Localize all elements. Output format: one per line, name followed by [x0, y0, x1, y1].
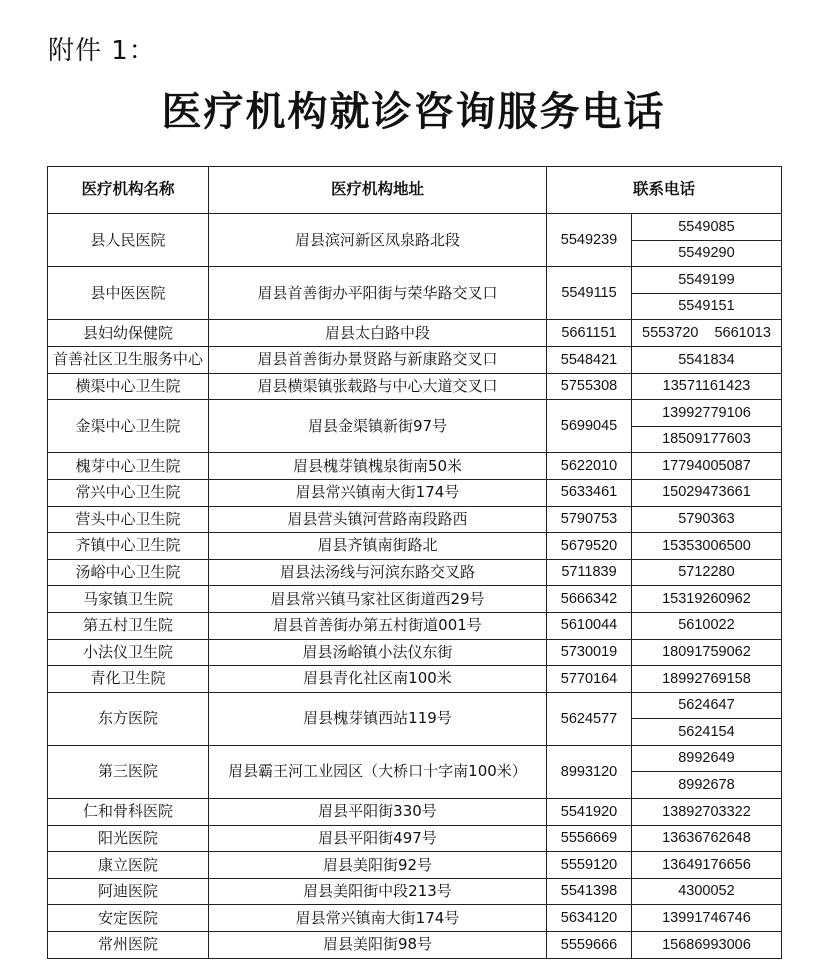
main-phone: 5541920	[547, 799, 632, 826]
main-phone: 5548421	[547, 346, 632, 373]
extra-phone: 5712280	[632, 559, 782, 586]
main-phone: 5549239	[547, 214, 632, 267]
extra-phone: 15686993006	[632, 932, 782, 959]
extra-phone: 15029473661	[632, 479, 782, 506]
institution-address: 眉县青化社区南100米	[209, 666, 547, 693]
extra-phone: 13571161423	[632, 373, 782, 400]
extra-phone: 5541834	[632, 346, 782, 373]
table-row	[48, 400, 782, 427]
institution-address: 眉县首善街办景贤路与新康路交叉口	[209, 346, 547, 373]
institution-address: 眉县营头镇河营路南段路西	[209, 506, 547, 533]
institution-address: 眉县槐芽镇槐泉街南50米	[209, 453, 547, 480]
header-address: 医疗机构地址	[209, 167, 547, 214]
main-phone: 5549115	[547, 267, 632, 320]
institution-address: 眉县霸王河工业园区（大桥口十字南100米）	[209, 745, 547, 798]
table-row	[48, 320, 782, 347]
table-row	[48, 666, 782, 693]
extra-phone: 13649176656	[632, 852, 782, 879]
table-header-row	[48, 167, 782, 214]
table-row	[48, 559, 782, 586]
institution-address: 眉县法汤线与河滨东路交叉路	[209, 559, 547, 586]
institution-address: 眉县平阳街330号	[209, 799, 547, 826]
extra-phone: 5549290	[632, 240, 782, 267]
institution-name: 金渠中心卫生院	[48, 400, 209, 453]
table-row	[48, 799, 782, 826]
institution-name: 青化卫生院	[48, 666, 209, 693]
main-phone: 5770164	[547, 666, 632, 693]
institution-name: 县妇幼保健院	[48, 320, 209, 347]
institution-name: 阳光医院	[48, 825, 209, 852]
main-phone: 5610044	[547, 612, 632, 639]
main-phone: 8993120	[547, 745, 632, 798]
institution-name: 小法仪卫生院	[48, 639, 209, 666]
institution-name: 齐镇中心卫生院	[48, 533, 209, 560]
table-row	[48, 932, 782, 959]
institution-name: 东方医院	[48, 692, 209, 745]
extra-phone: 5610022	[632, 612, 782, 639]
institution-name: 马家镇卫生院	[48, 586, 209, 613]
main-phone: 5711839	[547, 559, 632, 586]
extra-phone: 4300052	[632, 878, 782, 905]
institution-name: 仁和骨科医院	[48, 799, 209, 826]
table-row	[48, 745, 782, 772]
institution-name: 首善社区卫生服务中心	[48, 346, 209, 373]
main-phone: 5661151	[547, 320, 632, 347]
extra-phone: 15353006500	[632, 533, 782, 560]
contact-table	[47, 166, 782, 959]
institution-name: 营头中心卫生院	[48, 506, 209, 533]
institution-name: 汤峪中心卫生院	[48, 559, 209, 586]
extra-phone: 15319260962	[632, 586, 782, 613]
extra-phone: 5549151	[632, 293, 782, 320]
main-phone: 5559666	[547, 932, 632, 959]
institution-name: 第三医院	[48, 745, 209, 798]
table-row	[48, 453, 782, 480]
extra-phone: 5624647	[632, 692, 782, 719]
extra-phone: 5624154	[632, 719, 782, 746]
institution-name: 第五村卫生院	[48, 612, 209, 639]
table-row	[48, 373, 782, 400]
main-phone: 5633461	[547, 479, 632, 506]
extra-phone: 5549085	[632, 214, 782, 241]
table-row	[48, 533, 782, 560]
institution-address: 眉县太白路中段	[209, 320, 547, 347]
attachment-label: 附件 1：	[48, 36, 156, 66]
extra-phone: 5553720	[642, 324, 699, 341]
table-row	[48, 905, 782, 932]
extra-phone: 13636762648	[632, 825, 782, 852]
institution-name: 县人民医院	[48, 214, 209, 267]
institution-name: 县中医医院	[48, 267, 209, 320]
institution-name: 常兴中心卫生院	[48, 479, 209, 506]
header-phone: 联系电话	[547, 167, 782, 214]
institution-address: 眉县滨河新区凤泉路北段	[209, 214, 547, 267]
main-phone: 5634120	[547, 905, 632, 932]
table-row	[48, 825, 782, 852]
institution-name: 常州医院	[48, 932, 209, 959]
institution-name: 阿迪医院	[48, 878, 209, 905]
institution-address: 眉县美阳街98号	[209, 932, 547, 959]
extra-phone: 5661013	[714, 324, 771, 341]
table-row	[48, 852, 782, 879]
extra-phones	[632, 320, 782, 347]
extra-phone: 18992769158	[632, 666, 782, 693]
table-row	[48, 612, 782, 639]
main-phone: 5679520	[547, 533, 632, 560]
institution-name: 安定医院	[48, 905, 209, 932]
table-row	[48, 692, 782, 719]
institution-address: 眉县首善街办第五村街道001号	[209, 612, 547, 639]
main-phone: 5622010	[547, 453, 632, 480]
header-name: 医疗机构名称	[48, 167, 209, 214]
document-title: 医疗机构就诊咨询服务电话	[161, 88, 666, 135]
institution-address: 眉县齐镇南街路北	[209, 533, 547, 560]
extra-phone: 5790363	[632, 506, 782, 533]
extra-phone: 13992779106	[632, 400, 782, 427]
main-phone: 5541398	[547, 878, 632, 905]
main-phone: 5559120	[547, 852, 632, 879]
extra-phone: 13892703322	[632, 799, 782, 826]
institution-name: 横渠中心卫生院	[48, 373, 209, 400]
main-phone: 5624577	[547, 692, 632, 745]
table-row	[48, 586, 782, 613]
main-phone: 5755308	[547, 373, 632, 400]
extra-phone: 8992678	[632, 772, 782, 799]
main-phone: 5790753	[547, 506, 632, 533]
extra-phone: 18091759062	[632, 639, 782, 666]
institution-address: 眉县横渠镇张载路与中心大道交叉口	[209, 373, 547, 400]
table-row	[48, 346, 782, 373]
table-row	[48, 506, 782, 533]
extra-phone: 8992649	[632, 745, 782, 772]
institution-name: 槐芽中心卫生院	[48, 453, 209, 480]
main-phone: 5556669	[547, 825, 632, 852]
institution-address: 眉县常兴镇马家社区街道西29号	[209, 586, 547, 613]
extra-phone: 17794005087	[632, 453, 782, 480]
main-phone: 5699045	[547, 400, 632, 453]
institution-address: 眉县常兴镇南大街174号	[209, 479, 547, 506]
institution-name: 康立医院	[48, 852, 209, 879]
institution-address: 眉县美阳街中段213号	[209, 878, 547, 905]
main-phone: 5730019	[547, 639, 632, 666]
extra-phone: 13991746746	[632, 905, 782, 932]
institution-address: 眉县平阳街497号	[209, 825, 547, 852]
institution-address: 眉县金渠镇新街97号	[209, 400, 547, 453]
institution-address: 眉县美阳街92号	[209, 852, 547, 879]
institution-address: 眉县汤峪镇小法仪东街	[209, 639, 547, 666]
table-row	[48, 479, 782, 506]
table-row	[48, 878, 782, 905]
table-row	[48, 639, 782, 666]
extra-phone: 18509177603	[632, 426, 782, 453]
table-row	[48, 267, 782, 294]
institution-address: 眉县首善街办平阳街与荣华路交叉口	[209, 267, 547, 320]
institution-address: 眉县常兴镇南大街174号	[209, 905, 547, 932]
institution-address: 眉县槐芽镇西站119号	[209, 692, 547, 745]
main-phone: 5666342	[547, 586, 632, 613]
extra-phone: 5549199	[632, 267, 782, 294]
table-row	[48, 214, 782, 241]
